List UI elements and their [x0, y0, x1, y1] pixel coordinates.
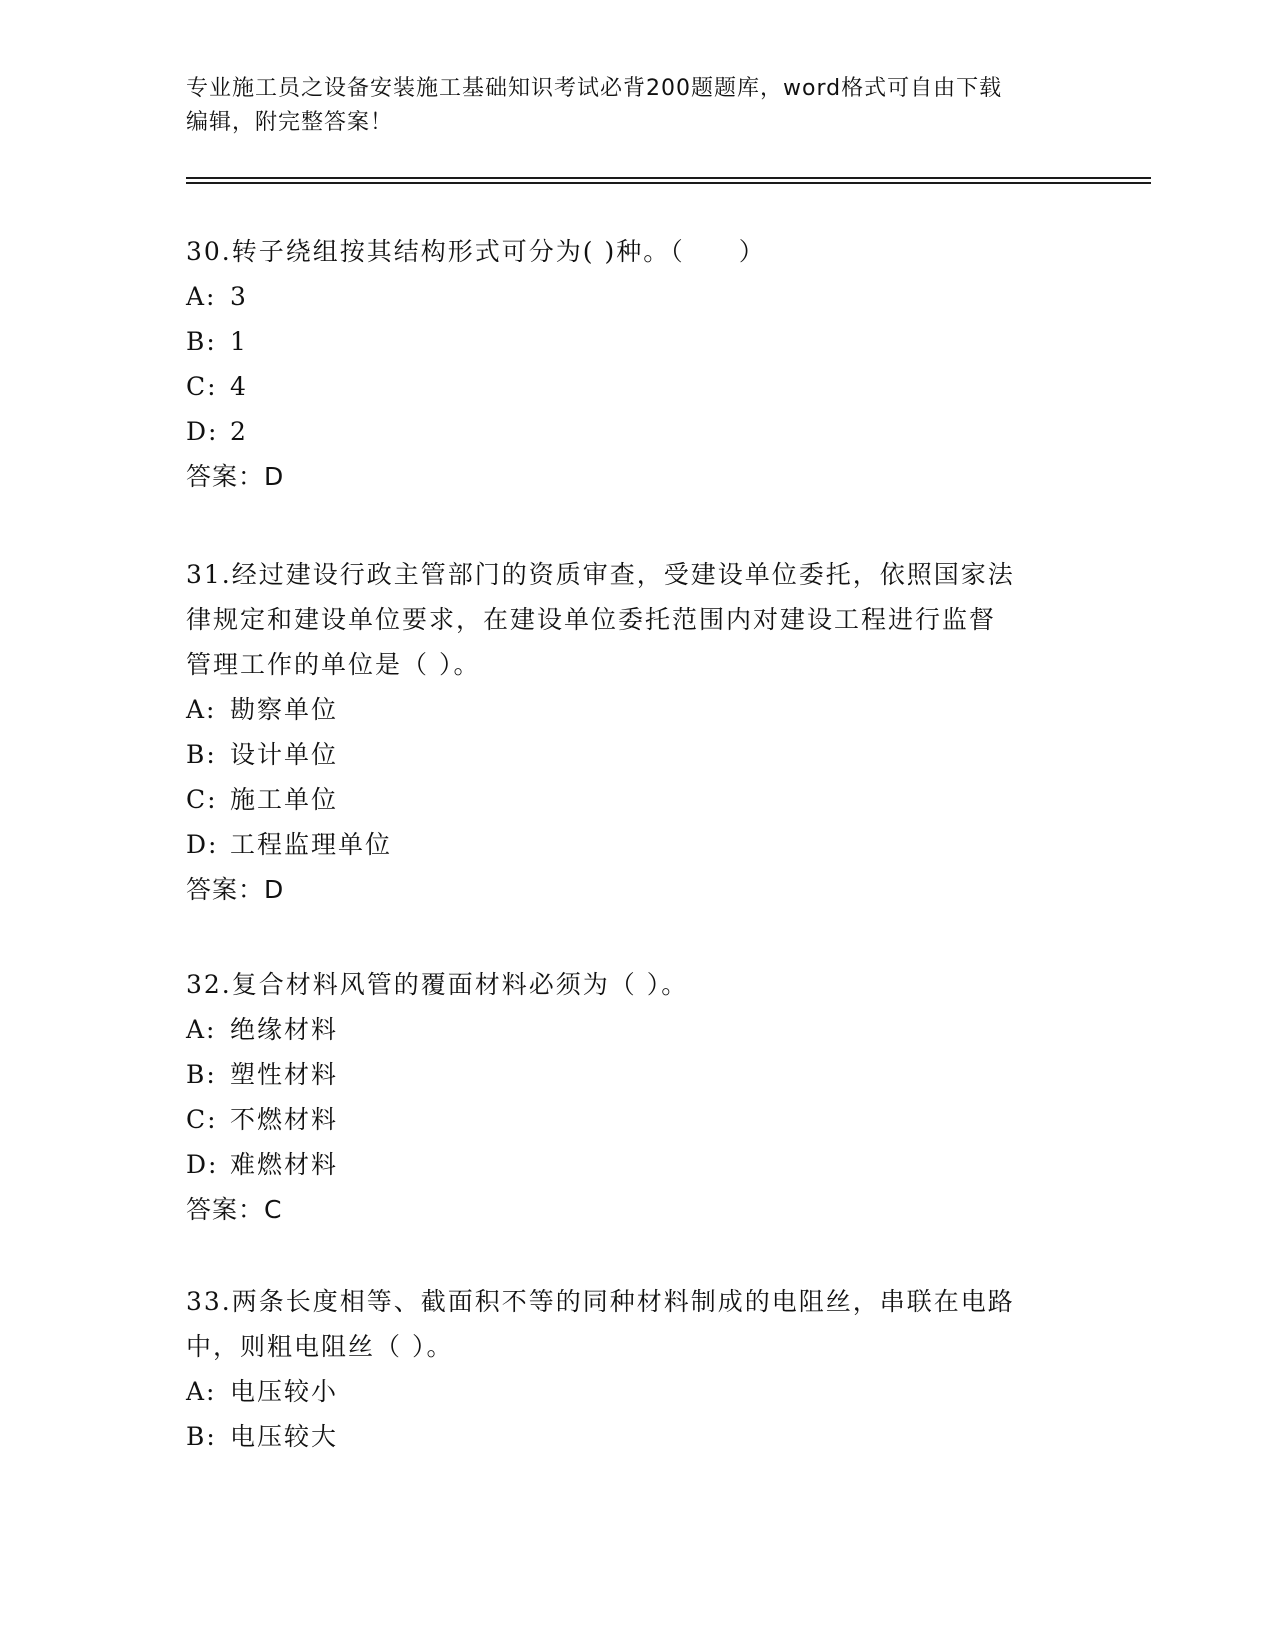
option-text: 工程监理单位 [230, 830, 393, 859]
question-stem: 33.两条长度相等、截面积不等的同种材料制成的电阻丝，串联在电路 [186, 1287, 1015, 1316]
option-a [186, 1007, 1086, 1052]
option-letter: B: [186, 740, 217, 769]
option-letter: D: [186, 1150, 219, 1179]
question-stem: 管理工作的单位是（ ）。 [186, 650, 481, 679]
option-letter: D: [186, 830, 219, 859]
option-letter: C: [186, 372, 218, 401]
question-stem: 中，则粗电阻丝（ ）。 [186, 1332, 454, 1361]
option-letter: A: [186, 695, 217, 724]
option-b [186, 1414, 1086, 1459]
option-letter: C: [186, 785, 218, 814]
option-letter: C: [186, 1105, 218, 1134]
option-c [186, 777, 1086, 822]
header-divider-bottom [186, 182, 1151, 184]
question-stem: 31.经过建设行政主管部门的资质审查，受建设单位委托，依照国家法 [186, 560, 1015, 589]
option-a [186, 687, 1086, 732]
option-letter: B: [186, 1060, 217, 1089]
option-text: 不燃材料 [230, 1105, 339, 1134]
question-31 [186, 552, 1086, 912]
option-text: 3 [230, 282, 248, 311]
option-letter: A: [186, 1377, 217, 1406]
option-letter: A: [186, 1015, 217, 1044]
option-text: 电压较大 [230, 1422, 339, 1451]
option-letter: D: [186, 417, 219, 446]
option-text: 绝缘材料 [230, 1015, 339, 1044]
question-stem: 32.复合材料风管的覆面材料必须为（ ）。 [186, 970, 689, 999]
option-c [186, 364, 1086, 409]
option-text: 难燃材料 [230, 1150, 339, 1179]
option-text: 1 [230, 327, 248, 356]
option-b [186, 732, 1086, 777]
question-stem: 30.转子绕组按其结构形式可分为( )种。（ ） [186, 237, 766, 266]
answer-line: 答案：D [186, 462, 285, 491]
option-d [186, 822, 1086, 867]
option-text: 2 [230, 417, 248, 446]
header-line-2: 编辑，附完整答案！ [186, 110, 394, 135]
option-a [186, 274, 1086, 319]
option-letter: A: [186, 282, 217, 311]
option-text: 施工单位 [230, 785, 339, 814]
option-text: 设计单位 [230, 740, 339, 769]
header-line-1: 专业施工员之设备安装施工基础知识考试必背200题题库，word格式可自由下载 [186, 76, 1003, 101]
option-d [186, 1142, 1086, 1187]
answer-line: 答案：C [186, 1195, 283, 1224]
question-stem: 律规定和建设单位要求，在建设单位委托范围内对建设工程进行监督 [186, 605, 997, 634]
option-b [186, 1052, 1086, 1097]
option-b [186, 319, 1086, 364]
question-32 [186, 962, 1086, 1232]
option-text: 塑性材料 [230, 1060, 339, 1089]
option-d [186, 409, 1086, 454]
option-a [186, 1369, 1086, 1414]
answer-line: 答案：D [186, 875, 285, 904]
option-letter: B: [186, 1422, 217, 1451]
option-text: 电压较小 [230, 1377, 339, 1406]
question-33 [186, 1279, 1086, 1459]
document-header [186, 72, 1076, 140]
option-text: 勘察单位 [230, 695, 339, 724]
question-30 [186, 229, 1086, 499]
header-divider-top [186, 177, 1151, 179]
option-letter: B: [186, 327, 217, 356]
option-c [186, 1097, 1086, 1142]
option-text: 4 [230, 372, 248, 401]
